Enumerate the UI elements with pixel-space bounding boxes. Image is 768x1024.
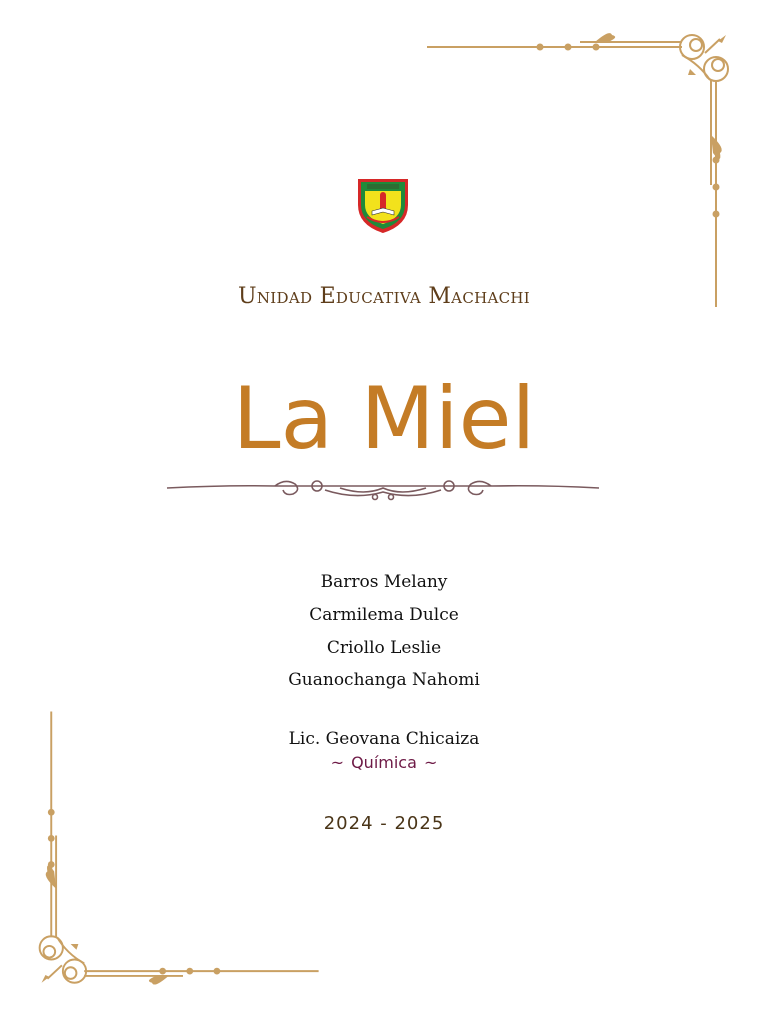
school-crest-icon (354, 175, 412, 235)
author-name: Guanochanga Nahomi (288, 670, 480, 690)
author-name: Barros Melany (320, 572, 448, 592)
school-year: 2024 - 2025 (323, 813, 445, 834)
author-name: Carmilema Dulce (309, 605, 459, 625)
corner-ornament-top-right-icon (420, 25, 740, 315)
subject-name: ~ Química ~ (330, 753, 438, 772)
author-name: Criollo Leslie (326, 638, 442, 658)
school-name: Unidad Educativa Machachi (238, 284, 530, 309)
teacher-name: Lic. Geovana Chicaiza (288, 729, 480, 749)
document-title: La Miel (232, 369, 536, 469)
flourish-divider-icon (165, 474, 601, 504)
